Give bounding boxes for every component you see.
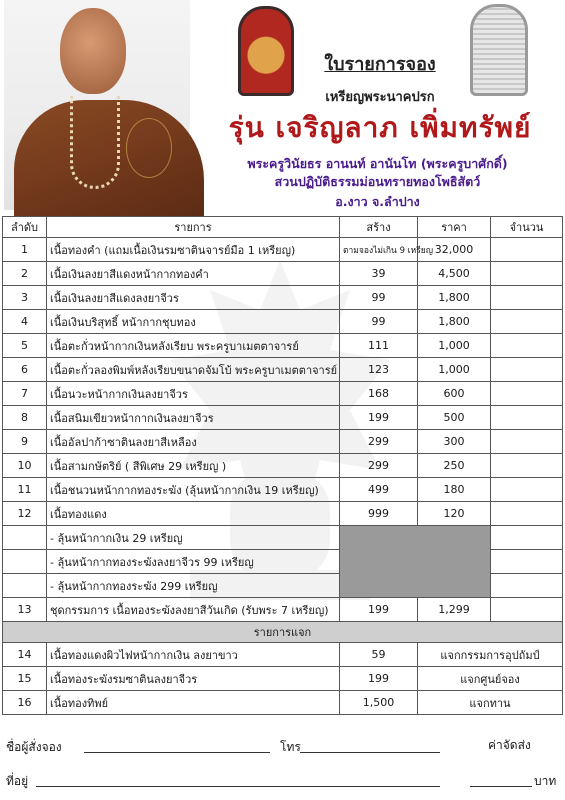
- row-number: 5: [3, 334, 47, 358]
- row-number: 3: [3, 286, 47, 310]
- row-qty-cell[interactable]: [491, 286, 563, 310]
- row-made: 199: [340, 406, 418, 430]
- phone-field[interactable]: [300, 738, 440, 753]
- row-item: เนื้อทองแดงผิวไฟหน้ากากเงิน ลงยาขาว: [47, 643, 340, 667]
- row-made: 99: [340, 286, 418, 310]
- sub-row-blank: [3, 526, 47, 550]
- sub-option-label: - ลุ้นหน้ากากทองระฆังลงยาจีวร 99 เหรียญ: [47, 550, 340, 574]
- row-number: 7: [3, 382, 47, 406]
- row-price: 1,000: [418, 358, 491, 382]
- shipping-amount-field[interactable]: [470, 772, 532, 787]
- monk-name: พระครูวินัยธร อานนท์ อานันโท (พระครูบาศักดิ์): [247, 156, 508, 171]
- sub-row-qty-cell[interactable]: [491, 574, 563, 598]
- address-field[interactable]: [36, 772, 440, 787]
- row-number: 15: [3, 667, 47, 691]
- sub-row-blank: [3, 574, 47, 598]
- series-title: รุ่น เจริญลาภ เพิ่มทรัพย์: [228, 111, 532, 144]
- monk-photo: [4, 0, 190, 210]
- silver-amulet-image: [470, 4, 528, 96]
- row-price: 250: [418, 454, 491, 478]
- row-number: 14: [3, 643, 47, 667]
- row-item: เนื้อทองทิพย์: [47, 691, 340, 715]
- row-item: เนื้อเงินลงยาสีแดงหน้ากากทองคำ: [47, 262, 340, 286]
- row-made: 299: [340, 430, 418, 454]
- row-qty-cell[interactable]: [491, 382, 563, 406]
- row-number: 4: [3, 310, 47, 334]
- table-row: [3, 310, 563, 334]
- table-row: [3, 430, 563, 454]
- row-giveaway-note: แจกกรรมการอุปถัมป์: [418, 643, 563, 667]
- row-price: 300: [418, 430, 491, 454]
- row-made: ตามจองไม่เกิน 9 เหรียญ: [340, 238, 418, 262]
- sub-option-row: [3, 526, 563, 550]
- row-qty-cell[interactable]: [491, 262, 563, 286]
- address-label: ที่อยู่: [6, 774, 29, 788]
- giveaway-row: [3, 691, 563, 715]
- row-qty-cell[interactable]: [491, 598, 563, 622]
- shipping-label: ค่าจัดส่ง: [488, 738, 531, 752]
- baht-label: บาท: [534, 774, 557, 788]
- table-row: [3, 502, 563, 526]
- table-row: [3, 454, 563, 478]
- row-item: เนื้อทองระฆังรมซาตินลงยาจีวร: [47, 667, 340, 691]
- row-price: 4,500: [418, 262, 491, 286]
- sub-row-blank: [3, 550, 47, 574]
- row-price: 600: [418, 382, 491, 406]
- col-header-no: ลำดับ: [3, 217, 47, 238]
- row-item: เนื้อชนวนหน้ากากทองระฆัง (ลุ้นหน้ากากเงิน 19 เหรียญ): [47, 478, 340, 502]
- table-row: [3, 286, 563, 310]
- row-qty-cell[interactable]: [491, 310, 563, 334]
- row-qty-cell[interactable]: [491, 430, 563, 454]
- col-header-made: สร้าง: [340, 217, 418, 238]
- sub-row-qty-cell[interactable]: [491, 526, 563, 550]
- row-item: เนื้อเงินบริสุทธิ์ หน้ากากชุบทอง: [47, 310, 340, 334]
- row-price: 120: [418, 502, 491, 526]
- col-header-price: ราคา: [418, 217, 491, 238]
- row-made: 1,500: [340, 691, 418, 715]
- row-number: 1: [3, 238, 47, 262]
- row-giveaway-note: แจกศูนย์จอง: [418, 667, 563, 691]
- sub-option-label: - ลุ้นหน้ากากทองระฆัง 299 เหรียญ: [47, 574, 340, 598]
- giveaway-section-row: [3, 622, 563, 643]
- row-qty-cell[interactable]: [491, 454, 563, 478]
- sub-option-label: - ลุ้นหน้ากากเงิน 29 เหรียญ: [47, 526, 340, 550]
- temple-name: สวนปฏิบัติธรรมม่อนทรายทองโพธิสัตว์: [274, 174, 481, 189]
- table-row: [3, 478, 563, 502]
- giveaway-row: [3, 643, 563, 667]
- row-made: 199: [340, 598, 418, 622]
- row-made: 123: [340, 358, 418, 382]
- row-item: เนื้อสามกษัตริย์ ( สีพิเศษ 29 เหรียญ ): [47, 454, 340, 478]
- row-made: 39: [340, 262, 418, 286]
- row-item: ชุดกรรมการ เนื้อทองระฆังลงยาสีวันเกิด (รับพระ 7 เหรียญ): [47, 598, 340, 622]
- name-field[interactable]: [84, 738, 270, 753]
- sub-row-qty-cell[interactable]: [491, 550, 563, 574]
- row-number: 2: [3, 262, 47, 286]
- row-number: 10: [3, 454, 47, 478]
- row-made: 199: [340, 667, 418, 691]
- row-number: 9: [3, 430, 47, 454]
- row-number: 8: [3, 406, 47, 430]
- table-row: [3, 238, 563, 262]
- order-table: [2, 216, 563, 715]
- row-item: เนื้อเงินลงยาสีแดงลงยาจีวร: [47, 286, 340, 310]
- row-item: เนื้อตะกั่วหน้ากากเงินหลังเรียบ พระครูบาเมตตาจารย์: [47, 334, 340, 358]
- row-made: 999: [340, 502, 418, 526]
- coin-subtitle: เหรียญพระนาคปรก: [325, 90, 435, 105]
- row-number: 11: [3, 478, 47, 502]
- row-qty-cell[interactable]: [491, 478, 563, 502]
- place-name: อ.งาว จ.ลำปาง: [335, 194, 420, 209]
- header: [0, 0, 565, 214]
- table-row: [3, 406, 563, 430]
- row-item: เนื้อนวะหน้ากากเงินลงยาจีวร: [47, 382, 340, 406]
- row-price: 1,299: [418, 598, 491, 622]
- table-row: [3, 334, 563, 358]
- row-price: 180: [418, 478, 491, 502]
- giveaway-row: [3, 667, 563, 691]
- row-item: เนื้อสนิมเขียวหน้ากากเงินลงยาจีวร: [47, 406, 340, 430]
- row-item: เนื้ออัลปาก้าซาตินลงยาสีเหลือง: [47, 430, 340, 454]
- row-qty-cell[interactable]: [491, 502, 563, 526]
- row-item: เนื้อทองแดง: [47, 502, 340, 526]
- row-item: เนื้อตะกั่วลองพิมพ์หลังเรียบขนาดจัมโบ้ พระครูบาเมตตาจารย์: [47, 358, 340, 382]
- row-made: 59: [340, 643, 418, 667]
- row-number: 12: [3, 502, 47, 526]
- row-number: 6: [3, 358, 47, 382]
- row-price: 1,800: [418, 310, 491, 334]
- table-row: [3, 598, 563, 622]
- red-amulet-image: [238, 6, 294, 96]
- row-number: 13: [3, 598, 47, 622]
- table-row: [3, 358, 563, 382]
- row-made: 111: [340, 334, 418, 358]
- col-header-qty: จำนวน: [491, 217, 563, 238]
- row-qty-cell[interactable]: [491, 358, 563, 382]
- table-header-row: [3, 217, 563, 238]
- name-label: ชื่อผู้สั่งจอง: [6, 740, 62, 754]
- giveaway-header: รายการแจก: [3, 622, 563, 643]
- phone-label: โทร: [280, 740, 301, 754]
- form-title: ใบรายการจอง: [324, 54, 436, 75]
- row-giveaway-note: แจกทาน: [418, 691, 563, 715]
- row-qty-cell[interactable]: [491, 406, 563, 430]
- order-form-footer: [0, 728, 565, 800]
- row-item: เนื้อทองคำ (แถมเนื้อเงินรมซาตินจารย์มือ 1 เหรียญ): [47, 238, 340, 262]
- row-made: 499: [340, 478, 418, 502]
- sub-row-shaded: [340, 526, 491, 598]
- row-price: 1,800: [418, 286, 491, 310]
- row-made: 299: [340, 454, 418, 478]
- table-row: [3, 262, 563, 286]
- row-made: 168: [340, 382, 418, 406]
- row-qty-cell[interactable]: [491, 238, 563, 262]
- row-number: 16: [3, 691, 47, 715]
- row-price: 500: [418, 406, 491, 430]
- table-row: [3, 382, 563, 406]
- col-header-item: รายการ: [47, 217, 340, 238]
- row-price: 32,000: [418, 238, 491, 262]
- row-price: 1,000: [418, 334, 491, 358]
- row-made: 99: [340, 310, 418, 334]
- row-qty-cell[interactable]: [491, 334, 563, 358]
